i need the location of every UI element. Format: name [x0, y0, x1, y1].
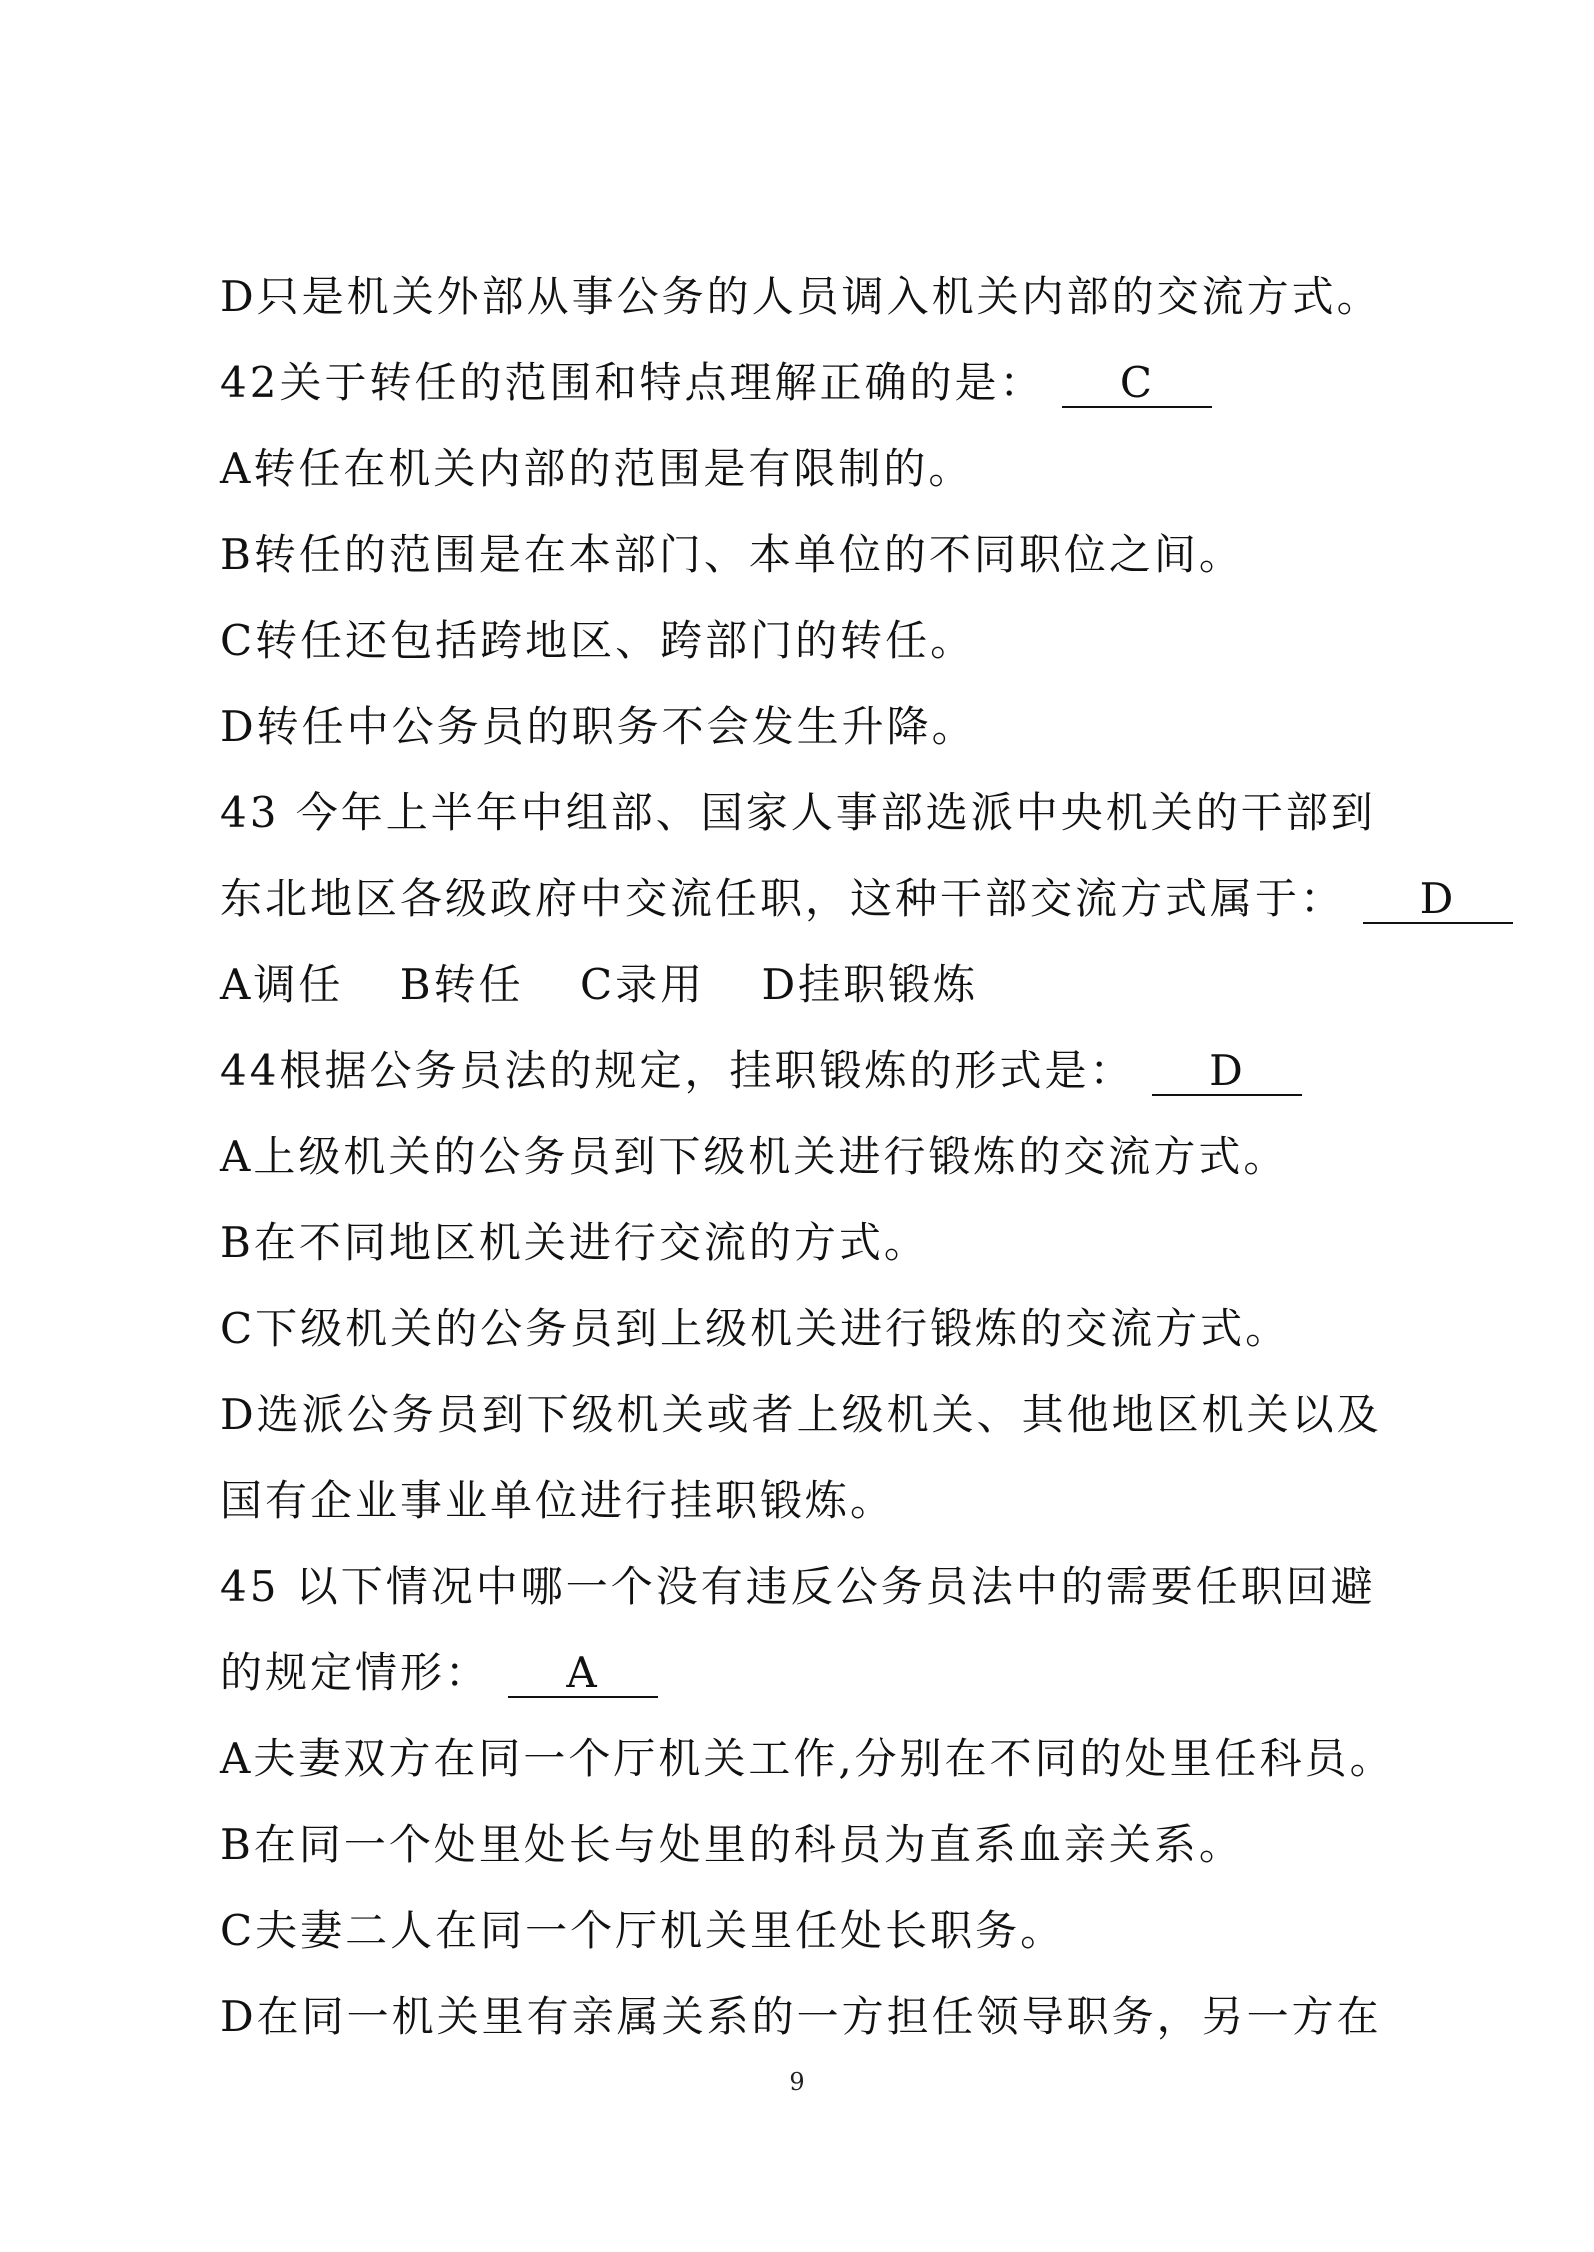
option-line: C转任还包括跨地区、跨部门的转任。 — [220, 616, 976, 665]
question-44: 44根据公务员法的规定，挂职锻炼的形式是： D — [220, 1046, 1384, 1096]
options-row — [220, 960, 1384, 1010]
question-43-cont: 东北地区各级政府中交流任职，这种干部交流方式属于： D — [220, 874, 1384, 924]
option-b: B转任 — [399, 960, 524, 1009]
option-line-cont: 国有企业事业单位进行挂职锻炼。 — [220, 1476, 896, 1525]
question-43: 43 今年上半年中组部、国家人事部选派中央机关的干部到 — [220, 788, 1376, 837]
text-line: D只是机关外部从事公务的人员调入机关内部的交流方式。 — [220, 272, 1382, 321]
option-line: D转任中公务员的职务不会发生升降。 — [220, 702, 977, 751]
page-number: 9 — [789, 2068, 805, 2096]
question-42: 42关于转任的范围和特点理解正确的是： C — [220, 358, 1384, 408]
option-line: C夫妻二人在同一个厅机关里任处长职务。 — [220, 1906, 1066, 1955]
answer-blank: A — [508, 1650, 658, 1698]
option-line: A上级机关的公务员到下级机关进行锻炼的交流方式。 — [220, 1132, 1289, 1181]
answer-blank: D — [1363, 876, 1513, 924]
option-line: B在同一个处里处长与处里的科员为直系血亲关系。 — [220, 1820, 1244, 1869]
question-45: 45 以下情况中哪一个没有违反公务员法中的需要任职回避 — [220, 1562, 1376, 1611]
option-d: D挂职锻炼 — [761, 960, 979, 1009]
option-line: D选派公务员到下级机关或者上级机关、其他地区机关以及 — [220, 1390, 1382, 1439]
question-45-cont: 的规定情形： A — [220, 1648, 1384, 1698]
option-line: A转任在机关内部的范围是有限制的。 — [220, 444, 974, 493]
answer-blank: C — [1062, 360, 1212, 408]
option-a: A调任 — [220, 960, 344, 1009]
option-c: C录用 — [579, 960, 706, 1009]
answer-blank: D — [1152, 1048, 1302, 1096]
option-line: B转任的范围是在本部门、本单位的不同职位之间。 — [220, 530, 1244, 579]
option-line: B在不同地区机关进行交流的方式。 — [220, 1218, 929, 1267]
option-line: D在同一机关里有亲属关系的一方担任领导职务，另一方在 — [220, 1992, 1382, 2041]
option-line: A夫妻双方在同一个厅机关工作,分别在不同的处里任科员。 — [220, 1734, 1395, 1783]
option-line: C下级机关的公务员到上级机关进行锻炼的交流方式。 — [220, 1304, 1291, 1353]
